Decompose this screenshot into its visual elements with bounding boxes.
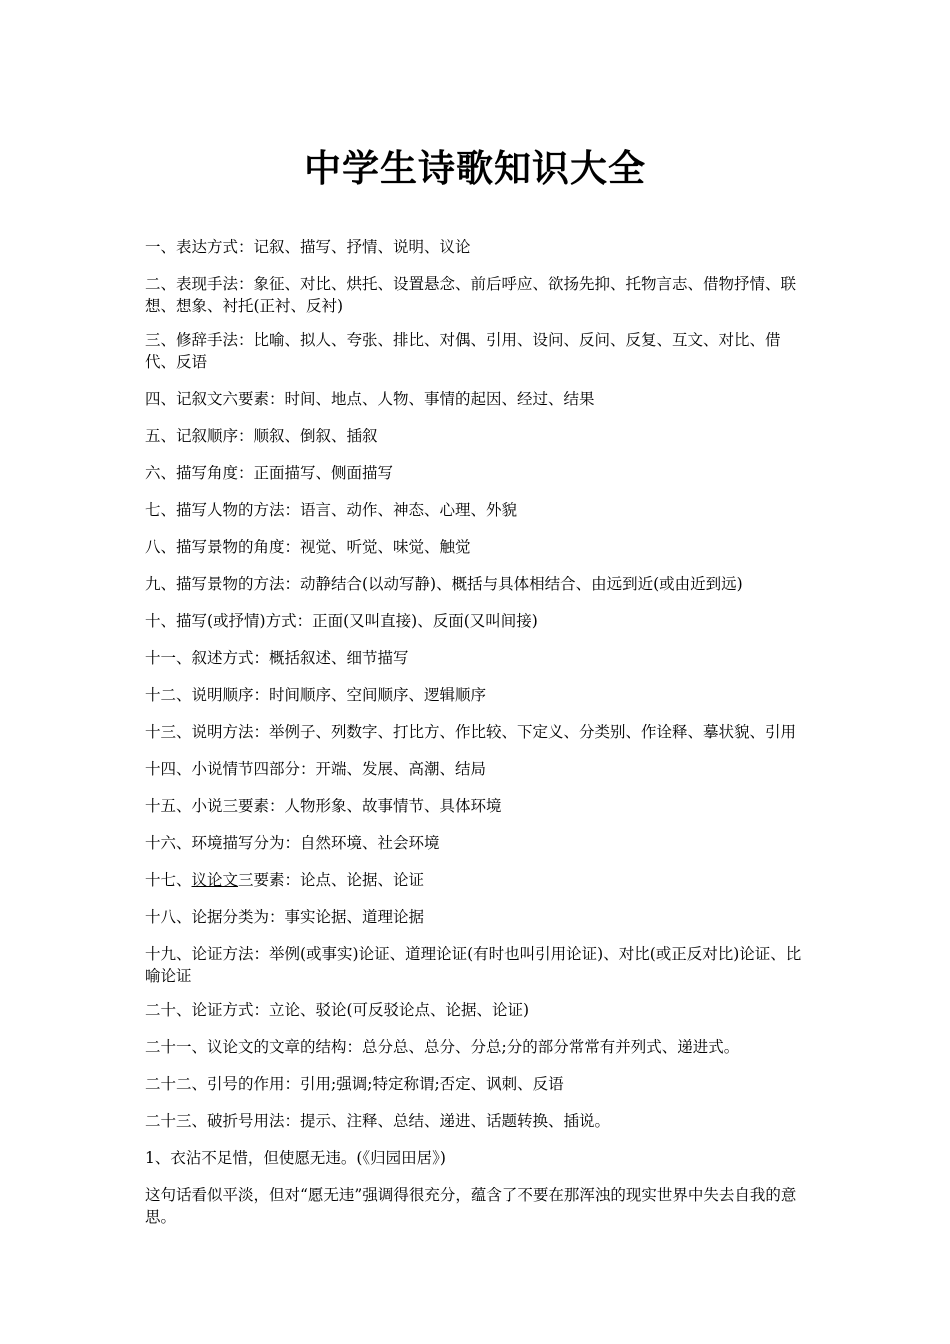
document-body xyxy=(145,236,810,1243)
paragraph-15: 十五、小说三要素：人物形象、故事情节、具体环境 xyxy=(145,797,502,815)
paragraph-13: 十三、说明方法：举例子、列数字、打比方、作比较、下定义、分类别、作诠释、摹状貌、引用 xyxy=(145,723,797,741)
paragraph-23: 二十三、破折号用法：提示、注释、总结、递进、话题转换、插说。 xyxy=(145,1112,611,1130)
poem-explanation: 这句话看似平淡，但对“愿无违”强调得很充分，蕴含了不要在那浑浊的现实世界中失去自我的意思。 xyxy=(145,1186,797,1226)
paragraph-17-suffix: 三要素：论点、论据、论证 xyxy=(238,871,425,889)
paragraph-20: 二十、论证方式：立论、驳论(可反驳论点、论据、论证) xyxy=(145,1001,530,1019)
paragraph-5: 五、记叙顺序：顺叙、倒叙、插叙 xyxy=(145,427,378,445)
paragraph-1: 一、表达方式：记叙、描写、抒情、说明、议论 xyxy=(145,238,471,256)
paragraph-17-prefix: 十七、 xyxy=(145,871,192,889)
paragraph-7: 七、描写人物的方法：语言、动作、神态、心理、外貌 xyxy=(145,501,518,519)
document-title: 中学生诗歌知识大全 xyxy=(304,147,646,190)
paragraph-16: 十六、环境描写分为：自然环境、社会环境 xyxy=(145,834,440,852)
paragraph-21: 二十一、议论文的文章的结构：总分总、总分、分总;分的部分常常有并列式、递进式。 xyxy=(145,1038,740,1056)
paragraph-11: 十一、叙述方式：概括叙述、细节描写 xyxy=(145,649,409,667)
paragraph-4: 四、记叙文六要素：时间、地点、人物、事情的起因、经过、结果 xyxy=(145,390,595,408)
paragraph-6: 六、描写角度：正面描写、侧面描写 xyxy=(145,464,394,482)
paragraph-9: 九、描写景物的方法：动静结合(以动写静)、概括与具体相结合、由远到近(或由近到远) xyxy=(145,575,743,593)
paragraph-19: 十九、论证方法：举例(或事实)论证、道理论证(有时也叫引用论证)、对比(或正反对比)论证、比喻论证 xyxy=(145,945,802,985)
paragraph-8: 八、描写景物的角度：视觉、听觉、味觉、触觉 xyxy=(145,538,471,556)
paragraph-2: 二、表现手法：象征、对比、烘托、设置悬念、前后呼应、欲扬先抑、托物言志、借物抒情、联想、想象、衬托(正衬、反衬) xyxy=(145,275,797,315)
paragraph-22: 二十二、引号的作用：引用;强调;特定称谓;否定、讽刺、反语 xyxy=(145,1075,564,1093)
poem-quote: 1、衣沾不足惜，但使愿无违。(《归园田居》) xyxy=(145,1149,446,1167)
paragraph-10: 十、描写(或抒情)方式：正面(又叫直接)、反面(又叫间接) xyxy=(145,612,538,630)
paragraph-17 xyxy=(145,869,810,891)
paragraph-18: 十八、论据分类为：事实论据、道理论据 xyxy=(145,908,425,926)
paragraph-14: 十四、小说情节四部分：开端、发展、高潮、结局 xyxy=(145,760,487,778)
paragraph-12: 十二、说明顺序：时间顺序、空间顺序、逻辑顺序 xyxy=(145,686,487,704)
hyperlink-argumentative-essay[interactable]: 议论文 xyxy=(191,871,239,889)
paragraph-3: 三、修辞手法：比喻、拟人、夸张、排比、对偶、引用、设问、反问、反复、互文、对比、借代、反语 xyxy=(145,331,781,371)
